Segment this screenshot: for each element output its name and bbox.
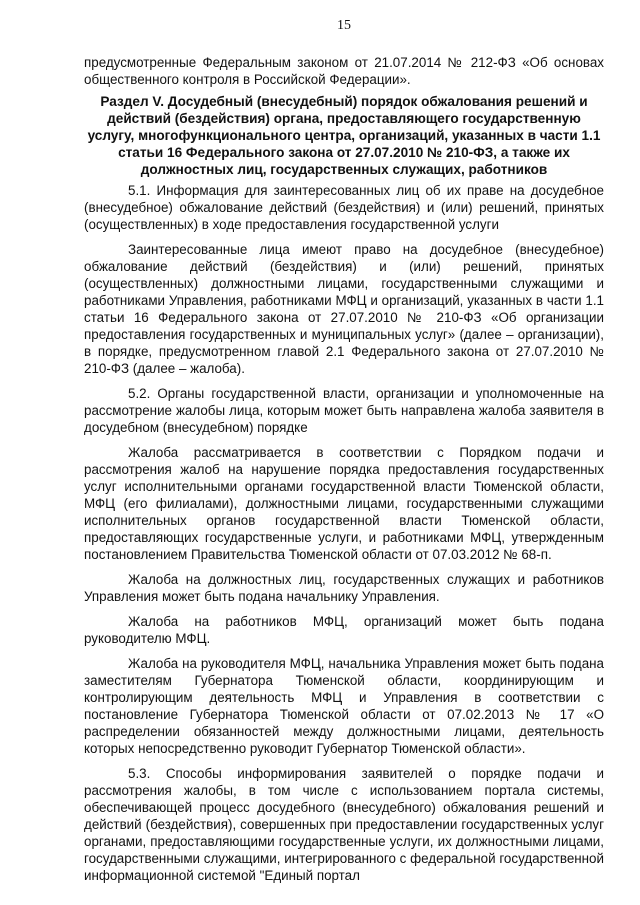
paragraph-5-3: 5.3. Способы информирования заявителей о порядке подачи и рассмотрения жалобы, в том числе с использованием портала системы, обеспечивающей процесс досудебного (внесудебного) обжалования решений и действий (бездействия), совершенных при предоставлении государственных услуг органами, предоставляющими государственные услуги, их должностными лицами, государственными служащими, интегрированного с федеральной государственной информационной системой "Единый портал	[84, 766, 604, 883]
section-heading: Раздел V. Досудебный (внесудебный) порядок обжалования решений и действий (бездействия) органа, предоставляющего государственную услугу, многофункционального центра, организаций, указанных в части 1.1 статьи 16 Федерального закона от 27.07.2010 № 210-ФЗ, а также их должностных лиц, государственных служащих, работников	[87, 94, 601, 177]
paragraph-5-1: 5.1. Информация для заинтересованных лиц об их праве на досудебное (внесудебное) обжалование действий (бездействия) и (или) решений, принятых (осуществленных) в ходе предоставления государственной услуги	[84, 183, 604, 232]
paragraph-complaint-procedure: Жалоба рассматривается в соответствии с Порядком подачи и рассмотрения жалоб на нарушение порядка предоставления государственных услуг исполнительными органами государственной власти Тюменской области, МФЦ (его филиалами), должностными лицами, государственными служащими исполнительных органов государственной власти Тюменской области, предоставляющих государственные услуги, и работниками МФЦ, утвержденным постановлением Правительства Тюменской области от 07.03.2012 № 68-п.	[84, 445, 604, 562]
paragraph-complaint-officials: Жалоба на должностных лиц, государственных служащих и работников Управления может быть подана начальнику Управления.	[84, 572, 604, 604]
lead-paragraph: предусмотренные Федеральным законом от 21.07.2014 № 212-ФЗ «Об основах общественного контроля в Российской Федерации».	[84, 55, 604, 87]
paragraph-5-2: 5.2. Органы государственной власти, организации и уполномоченные на рассмотрение жалобы лица, которым может быть направлена жалоба заявителя в досудебном (внесудебном) порядке	[84, 386, 604, 435]
paragraph-complaint-mfc-workers: Жалоба на работников МФЦ, организаций может быть подана руководителю МФЦ.	[84, 614, 604, 646]
page-number: 15	[337, 18, 351, 33]
paragraph-complaint-mfc-head: Жалоба на руководителя МФЦ, начальника Управления может быть подана заместителям Губернатора Тюменской области, координирующим и контролирующим деятельность МФЦ и Управления в соответствии с постановление Губернатора Тюменской области от 07.02.2013 № 17 «О распределении обязанностей между должностными лицами, деятельность которых непосредственно руководит Губернатор Тюменской области».	[84, 656, 604, 756]
paragraph-complaint-right: Заинтересованные лица имеют право на досудебное (внесудебное) обжалование действий (бездействия) и (или) решений, принятых (осуществленных) должностными лицами, государственными служащими и работниками Управления, работниками МФЦ и организаций, указанных в части 1.1 статьи 16 Федерального закона от 27.07.2010 № 210-ФЗ «Об организации предоставления государственных и муниципальных услуг» (далее – организации), в порядке, предусмотренном главой 2.1 Федерального закона от 27.07.2010 № 210-ФЗ (далее – жалоба).	[84, 242, 604, 376]
